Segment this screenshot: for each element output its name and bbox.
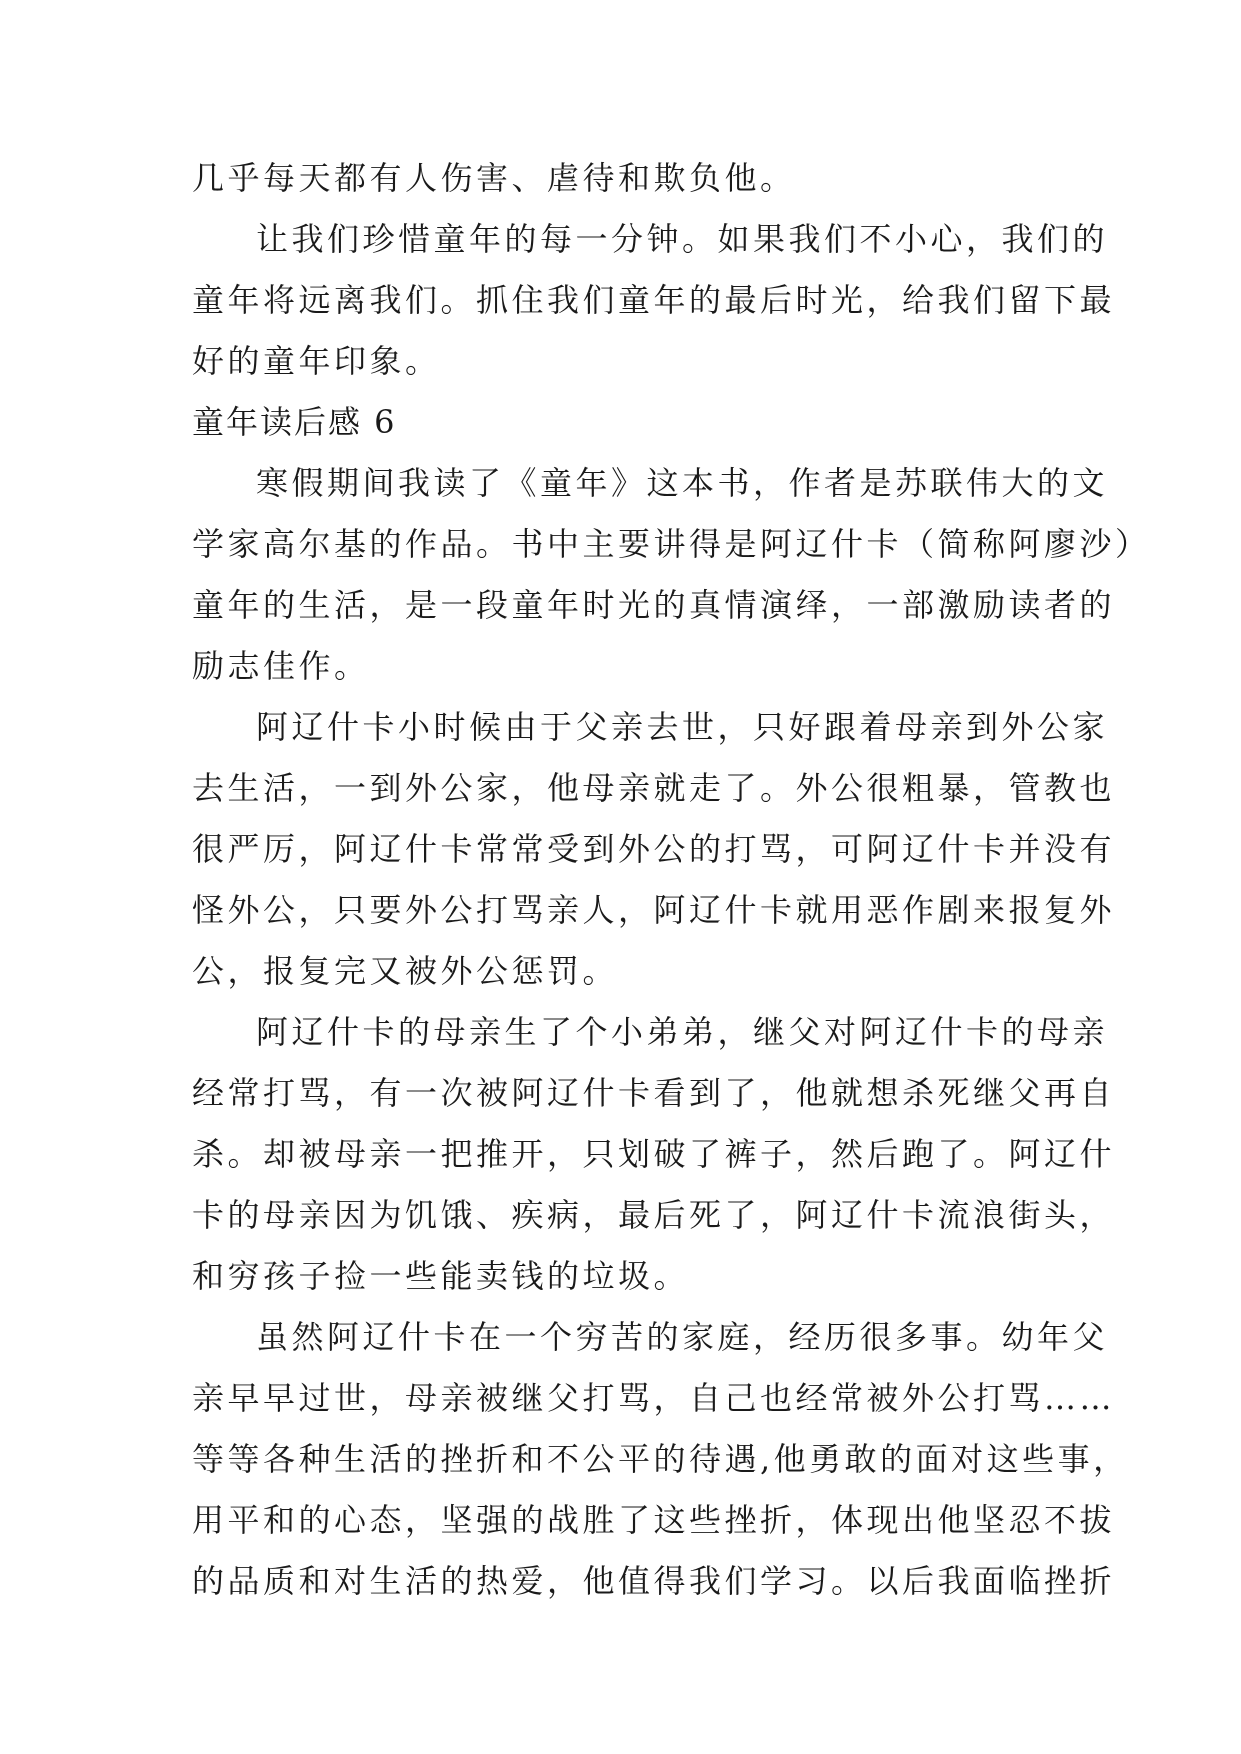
text-line: 杀。却被母亲一把推开，只划破了裤子，然后跑了。阿辽什: [192, 1135, 1116, 1173]
text-line: 经常打骂，有一次被阿辽什卡看到了，他就想杀死继父再自: [192, 1074, 1116, 1112]
text-line: 阿辽什卡的母亲生了个小弟弟，继父对阿辽什卡的母亲: [256, 1013, 1109, 1051]
text-line: 寒假期间我读了《童年》这本书，作者是苏联伟大的文: [256, 464, 1109, 502]
text-line: 虽然阿辽什卡在一个穷苦的家庭，经历很多事。幼年父: [256, 1318, 1109, 1356]
text-line: 童年将远离我们。抓住我们童年的最后时光，给我们留下最: [192, 281, 1116, 319]
text-line: 让我们珍惜童年的每一分钟。如果我们不小心，我们的: [256, 220, 1109, 258]
text-line: 亲早早过世，母亲被继父打骂，自己也经常被外公打骂……: [192, 1379, 1116, 1417]
document-body: [192, 148, 1151, 1612]
text-line: 学家高尔基的作品。书中主要讲得是阿辽什卡（简称阿廖沙）: [192, 525, 1151, 563]
text-line: 等等各种生活的挫折和不公平的待遇,他勇敢的面对这些事，: [192, 1440, 1129, 1478]
text-line: 阿辽什卡小时候由于父亲去世，只好跟着母亲到外公家: [256, 708, 1109, 746]
text-line: 童年的生活，是一段童年时光的真情演绎，一部激励读者的: [192, 586, 1116, 624]
text-line: 怪外公，只要外公打骂亲人，阿辽什卡就用恶作剧来报复外: [192, 891, 1116, 929]
text-line: 几乎每天都有人伤害、虐待和欺负他。: [192, 159, 796, 197]
section-heading: 童年读后感 6: [192, 403, 397, 441]
text-line: 很严厉，阿辽什卡常常受到外公的打骂，可阿辽什卡并没有: [192, 830, 1116, 868]
text-line: 好的童年印象。: [192, 342, 441, 380]
text-line: 用平和的心态，坚强的战胜了这些挫折，体现出他坚忍不拔: [192, 1501, 1116, 1539]
text-line: 励志佳作。: [192, 647, 370, 685]
text-line: 公，报复完又被外公惩罚。: [192, 952, 619, 990]
text-line: 去生活，一到外公家，他母亲就走了。外公很粗暴，管教也: [192, 769, 1116, 807]
text-line: 的品质和对生活的热爱，他值得我们学习。以后我面临挫折: [192, 1562, 1116, 1600]
text-line: 卡的母亲因为饥饿、疾病，最后死了，阿辽什卡流浪街头，: [192, 1196, 1116, 1234]
text-line: 和穷孩子捡一些能卖钱的垃圾。: [192, 1257, 690, 1295]
